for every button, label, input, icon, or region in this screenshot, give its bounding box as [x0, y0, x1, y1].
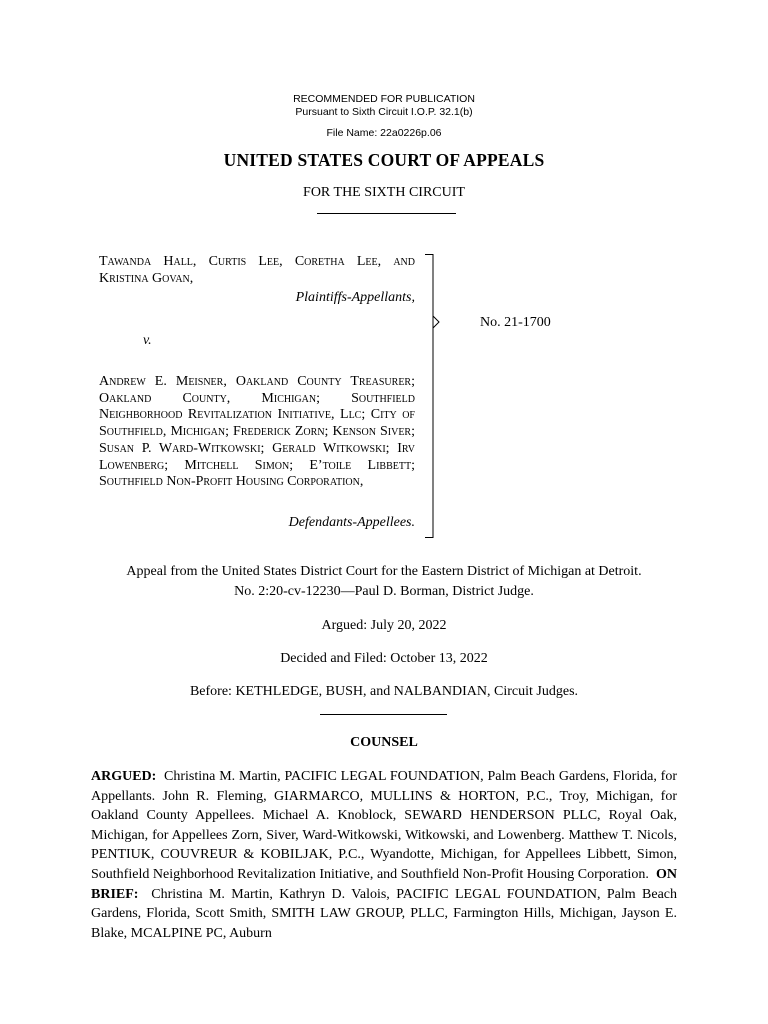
docket-number: No. 21-1700 — [480, 315, 551, 330]
panel-judges: Before: KETHLEDGE, BUSH, and NALBANDIAN, Circuit Judges. — [189, 684, 579, 699]
brief-text: Christina M. Martin, Kathryn D. Valois, PACIFIC LEGAL FOUNDATION, Palm Beach Gardens, Florida, Scott Smith, SMITH LAW GROUP, PLLC, Farmington Hills, Michigan, Jayson E. Blake, MCALPINE PC, Auburn — [91, 886, 677, 941]
header-divider — [317, 213, 456, 214]
appeal-line-1: Appeal from the United States District Court for the Eastern District of Michigan at Detroit. — [126, 564, 642, 579]
counsel-heading: COUNSEL — [350, 735, 418, 750]
versus: v. — [143, 333, 152, 348]
decided-date: Decided and Filed: October 13, 2022 — [280, 651, 488, 666]
pursuant-line: Pursuant to Sixth Circuit I.O.P. 32.1(b) — [295, 106, 473, 118]
appeal-line-2: No. 2:20-cv-12230—Paul D. Borman, District Judge. — [234, 584, 534, 599]
plaintiffs-role: Plaintiffs-Appellants, — [295, 290, 415, 305]
defendants-role: Defendants-Appellees. — [288, 515, 415, 530]
argued-date: Argued: July 20, 2022 — [321, 618, 447, 633]
defendants-names: Andrew E. Meisner, Oakland County Treasurer; Oakland County, Michigan; Southfield Neighborhood Revitalization Initiative, Llc; City of Southfield, Michigan; Frederick Zorn; Kenson Siver; Susan P. Ward-Witkowski; Gerald Witkowski; Irv Lowenberg; Mitchell Simon; E’toile Libbett; Southfield Non-Profit Housing Corporation, — [99, 374, 415, 490]
argued-label: ARGUED: — [91, 769, 157, 784]
circuit-subtitle: FOR THE SIXTH CIRCUIT — [303, 185, 465, 200]
plaintiffs-names: Tawanda Hall, Curtis Lee, Coretha Lee, and Kristina Govan, — [99, 254, 415, 286]
recommended-line: RECOMMENDED FOR PUBLICATION — [293, 93, 475, 105]
file-name: File Name: 22a0226p.06 — [326, 127, 442, 139]
panel-divider — [320, 714, 447, 715]
brief-label: ON BRIEF: — [91, 866, 678, 902]
counsel-paragraph — [91, 767, 677, 943]
argued-text: Christina M. Martin, PACIFIC LEGAL FOUNDATION, Palm Beach Gardens, Florida, for Appellants. John R. Fleming, GIARMARCO, MULLINS & HORTON, P.C., Troy, Michigan, for Oakland County Appellees. Michael A. Knoblock, SEWARD HENDERSON PLLC, Royal Oak, Michigan, for Appellees Zorn, Siver, Ward-Witkowski, Witkowski, and Lowenberg. Matthew T. Nicols, PENTIUK, COUVREUR & KOBILJAK, P.C., Wyandotte, Michigan, for Appellees Libbett, Simon, Southfield Neighborhood Revitalization Initiative, and Southfield Non-Profit Housing Corporation. — [91, 769, 677, 882]
publication-notice — [0, 93, 768, 119]
caption-bracket — [425, 254, 441, 538]
court-title: UNITED STATES COURT OF APPEALS — [223, 150, 545, 170]
